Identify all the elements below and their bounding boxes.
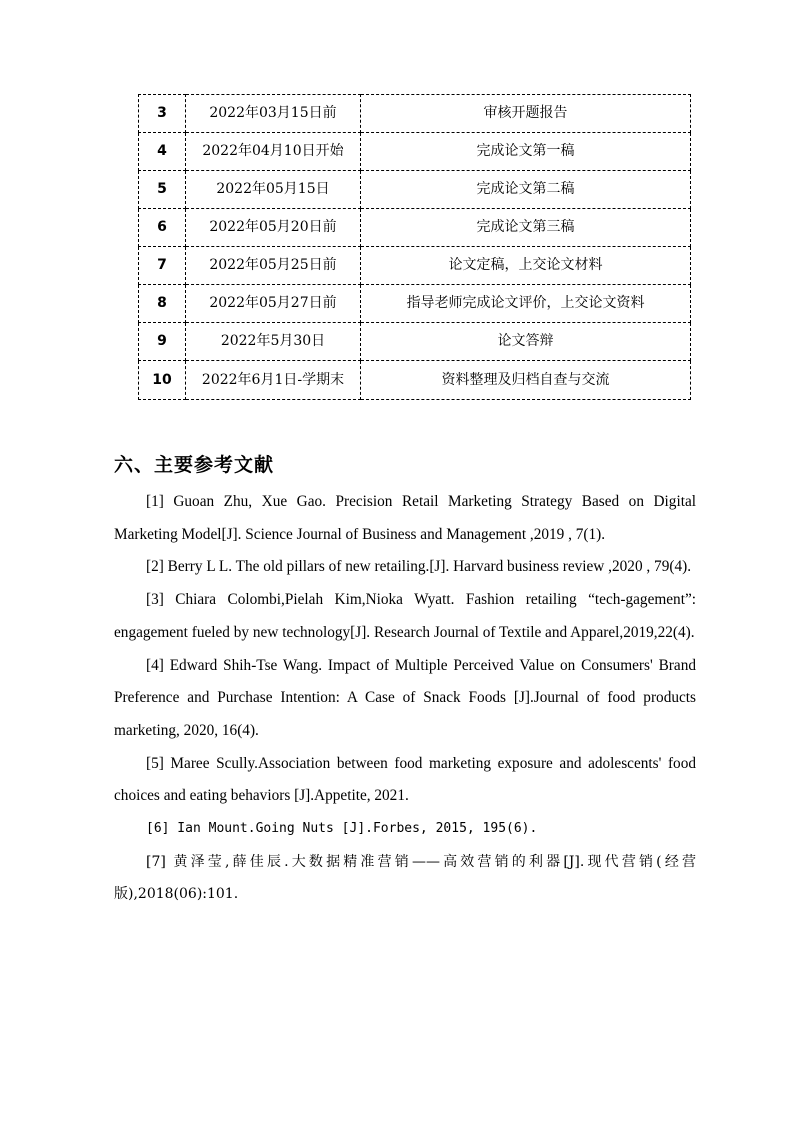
table-row — [139, 361, 691, 400]
row-date: 2022年04月10日开始 — [186, 133, 361, 171]
reference-item: [4] Edward Shih-Tse Wang. Impact of Multiple Perceived Value on Consumers' Brand Preference and Purchase Intention: A Case of Snack Foods [J].Journal of food products marketing, 2020, 16(4). — [114, 656, 696, 739]
table-row — [139, 323, 691, 361]
row-date: 2022年05月25日前 — [186, 247, 361, 285]
row-task: 资料整理及归档自查与交流 — [361, 361, 691, 400]
table-row — [139, 133, 691, 171]
row-number: 7 — [139, 247, 186, 285]
row-task: 审核开题报告 — [361, 95, 691, 133]
table-row — [139, 95, 691, 133]
row-number: 4 — [139, 133, 186, 171]
row-number: 3 — [139, 95, 186, 133]
schedule-table — [138, 94, 691, 400]
table-row — [139, 209, 691, 247]
row-date: 2022年03月15日前 — [186, 95, 361, 133]
row-date: 2022年5月30日 — [186, 323, 361, 361]
row-date: 2022年05月15日 — [186, 171, 361, 209]
reference-item: [2] Berry L L. The old pillars of new retailing.[J]. Harvard business review ,2020 , 79(4). — [146, 558, 692, 576]
row-task: 完成论文第三稿 — [361, 209, 691, 247]
reference-item: [7] 黄泽莹,薛佳辰.大数据精准营销——高效营销的利器[J].现代营销(经营版),2018(06):101. — [114, 853, 696, 903]
row-number: 10 — [139, 361, 186, 400]
row-date: 2022年6月1日-学期末 — [186, 361, 361, 400]
table-row — [139, 285, 691, 323]
row-task: 完成论文第二稿 — [361, 171, 691, 209]
row-task: 论文答辩 — [361, 323, 691, 361]
row-task: 完成论文第一稿 — [361, 133, 691, 171]
row-number: 9 — [139, 323, 186, 361]
section-heading: 六、主要参考文献 — [114, 454, 275, 476]
row-task: 论文定稿，上交论文材料 — [361, 247, 691, 285]
row-task: 指导老师完成论文评价，上交论文资料 — [361, 285, 691, 323]
reference-item: [6] Ian Mount.Going Nuts [J].Forbes, 2015, 195(6). — [146, 821, 538, 837]
row-number: 6 — [139, 209, 186, 247]
row-date: 2022年05月20日前 — [186, 209, 361, 247]
table-row — [139, 247, 691, 285]
reference-item: [3] Chiara Colombi,Pielah Kim,Nioka Wyatt. Fashion retailing “tech-gagement”: engagement fueled by new technology[J]. Research Journal of Textile and Apparel,2019,22(4). — [114, 591, 696, 641]
reference-item: [1] Guoan Zhu, Xue Gao. Precision Retail Marketing Strategy Based on Digital Marketing Model[J]. Science Journal of Business and Management ,2019 , 7(1). — [114, 493, 696, 543]
row-number: 8 — [139, 285, 186, 323]
reference-item: [5] Maree Scully.Association between food marketing exposure and adolescents' food choices and eating behaviors [J].Appetite, 2021. — [114, 754, 696, 805]
table-row — [139, 171, 691, 209]
row-date: 2022年05月27日前 — [186, 285, 361, 323]
reference-list — [114, 486, 696, 911]
row-number: 5 — [139, 171, 186, 209]
